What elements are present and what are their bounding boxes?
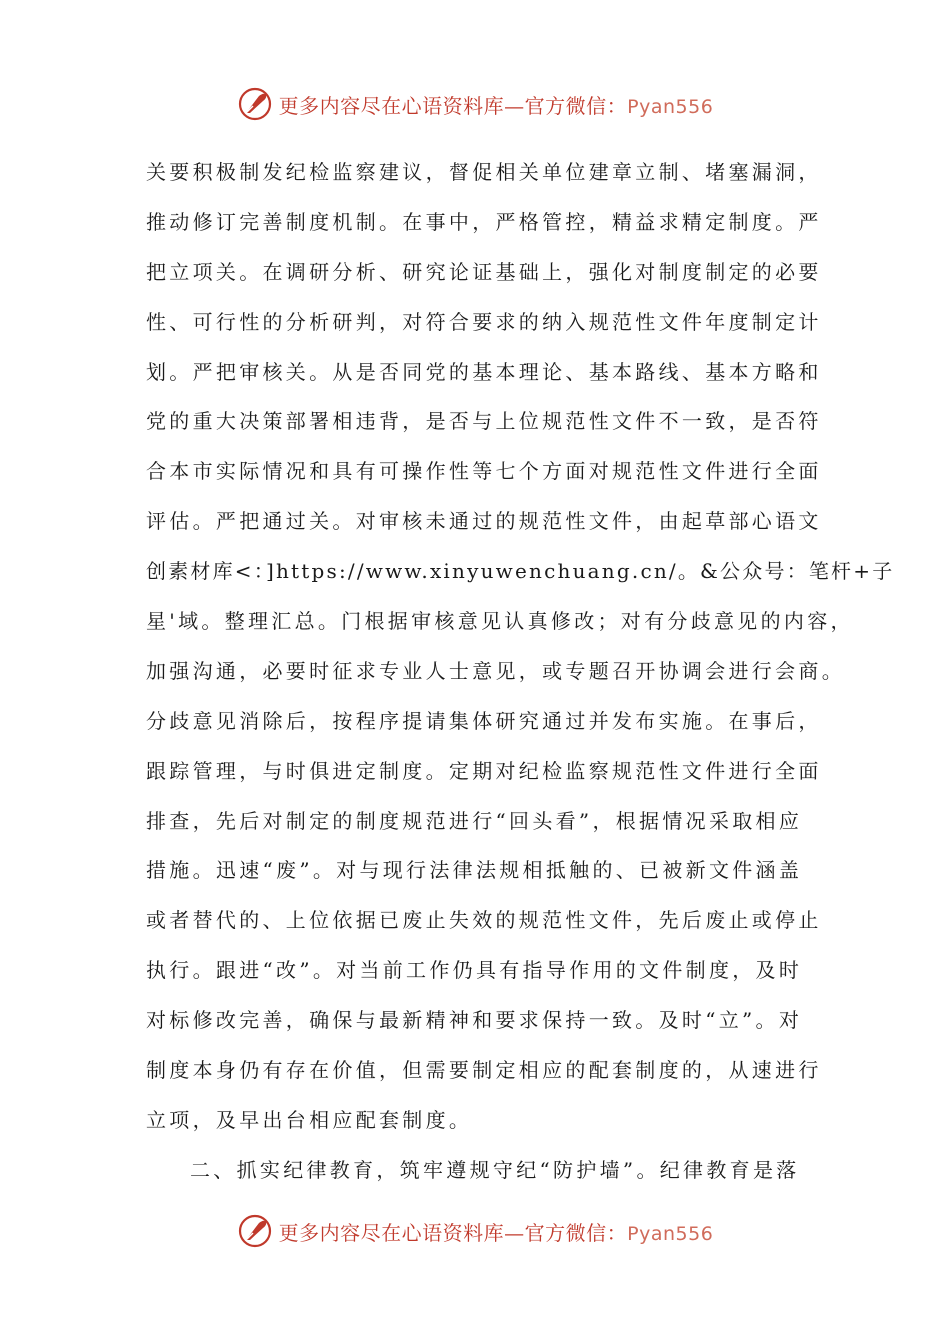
body-line: 分歧意见消除后，按程序提请集体研究通过并发布实施。在事后， [146,708,822,733]
body-line: 执行。跟进“改”。对当前工作仍具有指导作用的文件制度，及时 [146,958,803,983]
body-line: 评估。严把通过关。对审核未通过的规范性文件，由起草部心语文 [146,509,822,534]
body-line: 划。严把审核关。从是否同党的基本理论、基本路线、基本方略和 [146,359,822,384]
body-line: 或者替代的、上位依据已废止失效的规范性文件，先后废止或停止 [146,908,822,933]
body-line: 排查，先后对制定的制度规范进行“回头看”，根据情况采取相应 [146,808,803,833]
body-line: 制度本身仍有存在价值，但需要制定相应的配套制度的，从速进行 [146,1058,822,1083]
body-line: 跟踪管理，与时俱进定制度。定期对纪检监察规范性文件进行全面 [146,758,822,783]
body-line: 把立项关。在调研分析、研究论证基础上，强化对制度制定的必要 [146,259,822,284]
footer-wechat-id: Pyan556 [627,1222,714,1245]
body-line: 加强沟通，必要时征求专业人士意见，或专题召开协调会进行会商。 [146,658,845,683]
quill-logo-icon [237,86,273,122]
section-heading-line: 二、抓实纪律教育，筑牢遵规守纪“防护墙”。纪律教育是落 [190,1157,800,1182]
body-line: 合本市实际情况和具有可操作性等七个方面对规范性文件进行全面 [146,459,822,484]
body-line: 性、可行性的分析研判，对符合要求的纳入规范性文件年度制定计 [146,309,822,334]
document-body [146,148,895,1196]
body-line: 措施。迅速“废”。对与现行法律法规相抵触的、已被新文件涵盖 [146,858,803,883]
header-banner-text: 更多内容尽在心语资料库—官方微信：Pyan556 [278,93,714,118]
body-line: 对标修改完善，确保与最新精神和要求保持一致。及时“立”。对 [146,1008,803,1033]
body-line: 关要积极制发纪检监察建议，督促相关单位建章立制、堵塞漏洞， [146,160,822,184]
footer-banner-text: 更多内容尽在心语资料库—官方微信：Pyan556 [278,1220,714,1245]
body-line: 星'域。整理汇总。门根据审核意见认真修改；对有分歧意见的内容， [146,609,854,634]
body-line: 创素材库<：]https://www.xinyuwenchuang.cn/。&公众号：笔杆+子 [146,559,895,584]
body-line: 立项，及早出台相应配套制度。 [146,1107,473,1132]
body-line: 推动修订完善制度机制。在事中，严格管控，精益求精定制度。严 [146,209,822,234]
footer-watermark-banner [0,1209,950,1253]
quill-logo-icon [237,1213,273,1249]
header-watermark-banner [0,82,950,126]
body-line: 党的重大决策部署相违背，是否与上位规范性文件不一致，是否符 [146,409,822,434]
header-wechat-id: Pyan556 [627,95,714,118]
